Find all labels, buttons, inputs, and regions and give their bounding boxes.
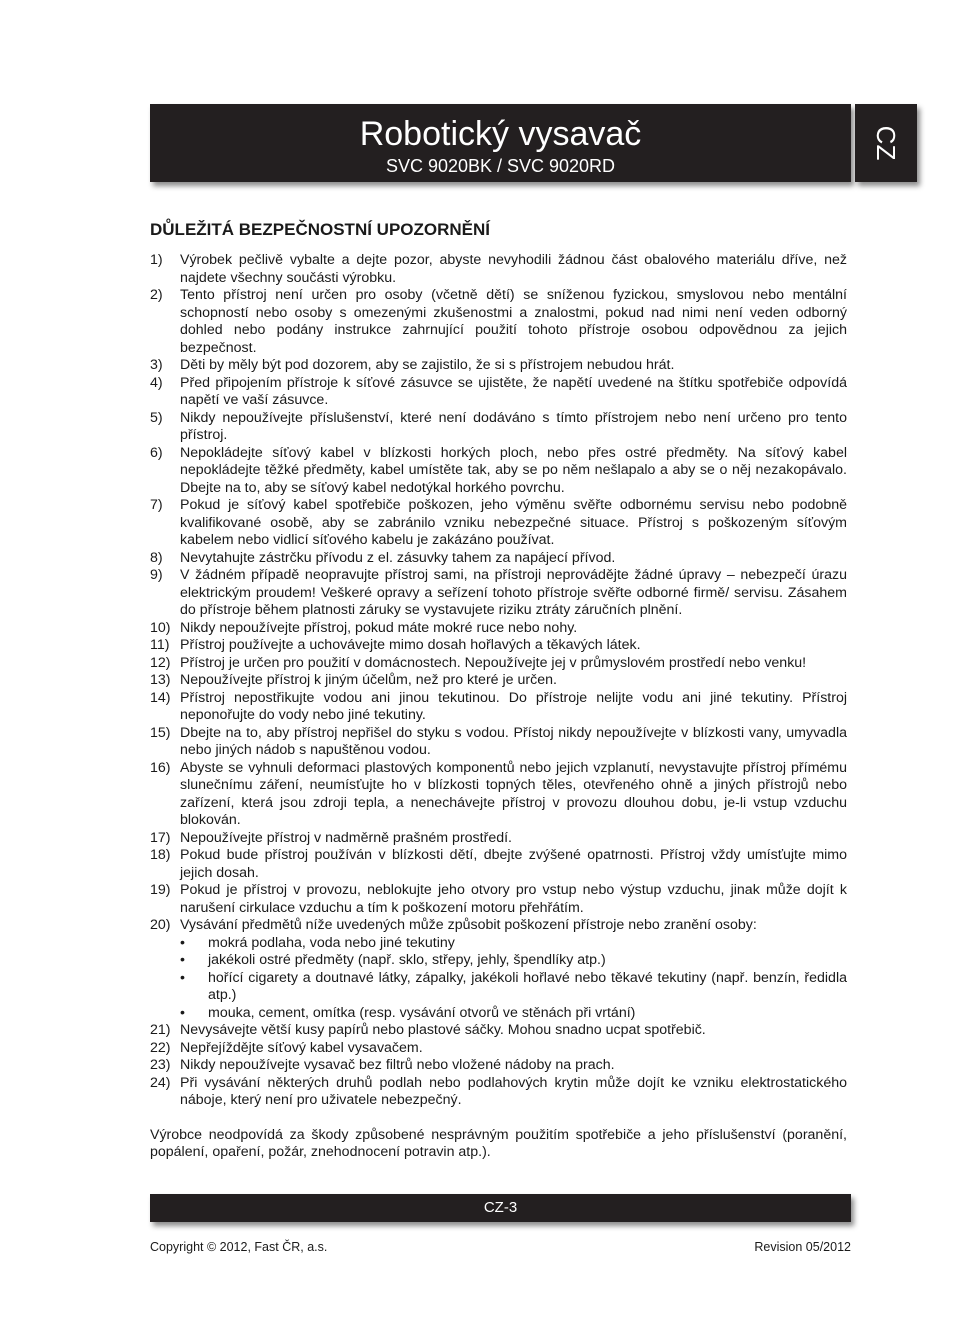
item-number: 14) <box>150 689 171 706</box>
item-number: 12) <box>150 654 171 671</box>
item-number: 2) <box>150 287 163 303</box>
item-number: 19) <box>150 882 171 898</box>
document-title: Robotický vysavač <box>359 115 642 153</box>
list-item <box>150 655 847 673</box>
bullet-text: mokrá podlaha, voda nebo jiné tekutiny <box>208 934 455 951</box>
list-item <box>150 1057 847 1075</box>
item-text: Nikdy nepoužívejte přístroj, pokud máte mokré ruce nebo nohy. <box>180 619 578 636</box>
bullet-text: mouka, cement, omítka (resp. vysávání otvorů ve stěnách při vrtání) <box>208 1004 636 1021</box>
list-item <box>150 357 847 375</box>
instruction-list <box>150 252 847 935</box>
bullet-icon: • <box>180 952 185 968</box>
list-item <box>150 672 847 690</box>
item-number: 8) <box>150 549 163 566</box>
revision: Revision 05/2012 <box>754 1240 851 1254</box>
item-number: 5) <box>150 409 163 426</box>
list-item <box>150 287 847 357</box>
bullet-text: hořící cigarety a doutnavé látky, zápalky, jakékoli hořlavé nebo těkavé tekutiny (např. benzín, ředidla atp.) <box>208 969 847 1003</box>
list-item <box>150 410 847 445</box>
item-number: 16) <box>150 759 171 776</box>
item-text: Nikdy nepoužívejte vysavač bez filtrů nebo vložené nádoby na prach. <box>180 1057 615 1073</box>
list-item <box>150 637 847 655</box>
item-number: 24) <box>150 1074 171 1091</box>
item-number: 6) <box>150 444 163 461</box>
item-number: 7) <box>150 497 163 513</box>
liability-note: Výrobce neodpovídá za škody způsobené nesprávným použitím spotřebiče a jeho příslušenství (poranění, popálení, opaření, požár, znehodnocení potravin atp.). <box>150 1126 847 1160</box>
bullet-item <box>150 935 847 953</box>
item-text: Pokud bude přístroj používán v blízkosti dětí, dbejte zvýšené opatrnosti. Přístroj vždy umísťujte mimo jejich dosah. <box>180 847 847 881</box>
list-item <box>150 690 847 725</box>
list-item <box>150 830 847 848</box>
page-number-bar <box>150 1194 851 1222</box>
item-number: 10) <box>150 619 171 636</box>
item-number: 17) <box>150 829 171 846</box>
item-text: V žádném případě neopravujte přístroj sami, na přístroji neprovádějte žádné úpravy – nebezpečí úrazu elektrickým proudem! Veškeré opravy a seřízení tohoto přístroje svěřte odborné firmě/ servisu. Zásahem do přístroje během platnosti záruky se vystavujete riziku ztráty záručních plnění. <box>180 567 847 618</box>
item-text: Nepřejíždějte síťový kabel vysavačem. <box>180 1039 423 1056</box>
item-text: Pokud je síťový kabel spotřebiče poškozen, jeho výměnu svěřte odbornému servisu nebo podobně kvalifikované osobě, aby se zabránilo vzniku nebezpečné situace. Přístroj s poškozeným síťovým kabelem nebo vidlicí síťového kabelu je zakázáno používat. <box>180 497 847 548</box>
list-item <box>150 725 847 760</box>
item-text: Přístroj je určen pro použití v domácnostech. Nepoužívejte jej v průmyslovém prostředí nebo venku! <box>180 654 807 671</box>
list-item <box>150 497 847 550</box>
list-item <box>150 1040 847 1058</box>
title-banner <box>150 104 851 182</box>
copyright: Copyright © 2012, Fast ČR, a.s. <box>150 1240 328 1254</box>
bullet-item <box>150 952 847 970</box>
list-item <box>150 550 847 568</box>
item-text: Výrobek pečlivě vybalte a dejte pozor, abyste nevyhodili žádnou část obalového materiálu dříve, než najdete všechny součásti výrobku. <box>180 252 847 286</box>
item-text: Při vysávání některých druhů podlah nebo podlahových krytin může dojít ke vzniku elektrostatického náboje, který není pro uživatele nebezpečný. <box>180 1074 847 1108</box>
bullet-icon: • <box>180 934 185 951</box>
bullet-list <box>150 935 847 1023</box>
item-number: 18) <box>150 847 171 863</box>
language-tab <box>855 104 917 182</box>
item-text: Tento přístroj není určen pro osoby (včetně dětí) se sníženou fyzickou, smyslovou nebo mentální schopností nebo osoby s omezenými zkušenostmi a znalostmi, pokud nad nimi není veden odborný dohled nebo podány instrukce zahrnující použití tohoto přístroje osobou odpovědnou za jejich bezpečnost. <box>180 287 847 356</box>
safety-instructions <box>150 252 847 1162</box>
list-item <box>150 567 847 620</box>
item-number: 9) <box>150 567 163 583</box>
item-text: Před připojením přístroje k síťové zásuvce se ujistěte, že napětí uvedené na štítku spotřebiče odpovídá napětí ve vaší zásuvce. <box>180 374 847 408</box>
list-item <box>150 1022 847 1040</box>
item-text: Nikdy nepoužívejte příslušenství, které není dodáváno s tímto přístrojem nebo není určeno pro tento přístroj. <box>180 409 847 443</box>
item-text: Přístroj nepostřikujte vodou ani jinou tekutinou. Do přístroje nelijte vodu ani jiné tekutiny. Přístroj neponořujte do vody nebo jiné tekutiny. <box>180 689 847 723</box>
item-number: 21) <box>150 1022 171 1038</box>
item-text: Nepokládejte síťový kabel v blízkosti horkých ploch, nebo přes ostré předměty. Na síťový kabel nepokládejte těžké předměty, kabel umístěte tak, aby se po něm nešlapalo a aby se o něj nezakopávalo. Dbejte na to, aby se síťový kabel nedotýkal horkého povrchu. <box>180 444 847 496</box>
list-item <box>150 917 847 935</box>
item-text: Nevysávejte větší kusy papírů nebo plastové sáčky. Mohou snadno ucpat spotřebič. <box>180 1022 706 1038</box>
item-text: Nepoužívejte přístroj k jiným účelům, než pro které je určen. <box>180 672 557 688</box>
item-number: 4) <box>150 374 163 391</box>
item-number: 20) <box>150 917 171 933</box>
item-text: Nepoužívejte přístroj v nadměrně prašném prostředí. <box>180 829 512 846</box>
bullet-text: jakékoli ostré předměty (např. sklo, střepy, jehly, špendlíky atp.) <box>208 952 606 968</box>
list-item <box>150 882 847 917</box>
item-text: Dbejte na to, aby přístroj nepřišel do styku s vodou. Přístoj nikdy nepoužívejte v blízkosti vany, umyvadla nebo jiných nádob s napuštěnou vodou. <box>180 724 847 758</box>
bullet-item <box>150 970 847 1005</box>
section-heading: DŮLEŽITÁ BEZPEČNOSTNÍ UPOZORNĚNÍ <box>150 220 491 239</box>
item-number: 3) <box>150 357 163 373</box>
item-number: 22) <box>150 1039 171 1056</box>
item-number: 23) <box>150 1057 171 1073</box>
item-text: Abyste se vyhnuli deformaci plastových komponentů nebo jejich vzplanutí, nevystavujte přístroj přímému slunečnímu záření, neumísťujte ho v blízkosti topných těles, otevřeného ohně a jiných přístrojů nebo zařízení, která jsou zdroji tepla, a nenechávejte přístroj v provozu dlouhou dobu, je-li vstup vzduchu blokován. <box>180 759 847 828</box>
item-number: 13) <box>150 672 171 688</box>
list-item <box>150 1075 847 1110</box>
list-item <box>150 445 847 498</box>
item-text: Pokud je přístroj v provozu, neblokujte jeho otvory pro vstup nebo výstup vzduchu, jinak může dojít k narušení cirkulace vzduchu a tím k poškození motoru přehřátím. <box>180 882 847 916</box>
item-text: Nevytahujte zástrčku přívodu z el. zásuvky tahem za napájecí přívod. <box>180 549 616 566</box>
item-text: Děti by měly být pod dozorem, aby se zajistilo, že si s přístrojem nebudou hrát. <box>180 357 675 373</box>
language-code: CZ <box>871 125 901 161</box>
list-item <box>150 847 847 882</box>
item-number: 1) <box>150 252 163 268</box>
page-number: CZ-3 <box>483 1199 518 1216</box>
bullet-item <box>150 1005 847 1023</box>
item-text: Přístroj používejte a uchovávejte mimo dosah hořlavých a těkavých látek. <box>180 637 641 653</box>
list-item <box>150 252 847 287</box>
list-item <box>150 760 847 830</box>
bullet-icon: • <box>180 969 185 986</box>
list-item <box>150 375 847 410</box>
bullet-icon: • <box>180 1004 185 1021</box>
model-numbers: SVC 9020BK / SVC 9020RD <box>385 156 616 176</box>
item-number: 11) <box>150 637 170 653</box>
list-item <box>150 620 847 638</box>
item-text: Vysávání předmětů níže uvedených může způsobit poškození přístroje nebo zranění osoby: <box>180 917 757 933</box>
instruction-list-continued <box>150 1022 847 1110</box>
item-number: 15) <box>150 724 171 741</box>
